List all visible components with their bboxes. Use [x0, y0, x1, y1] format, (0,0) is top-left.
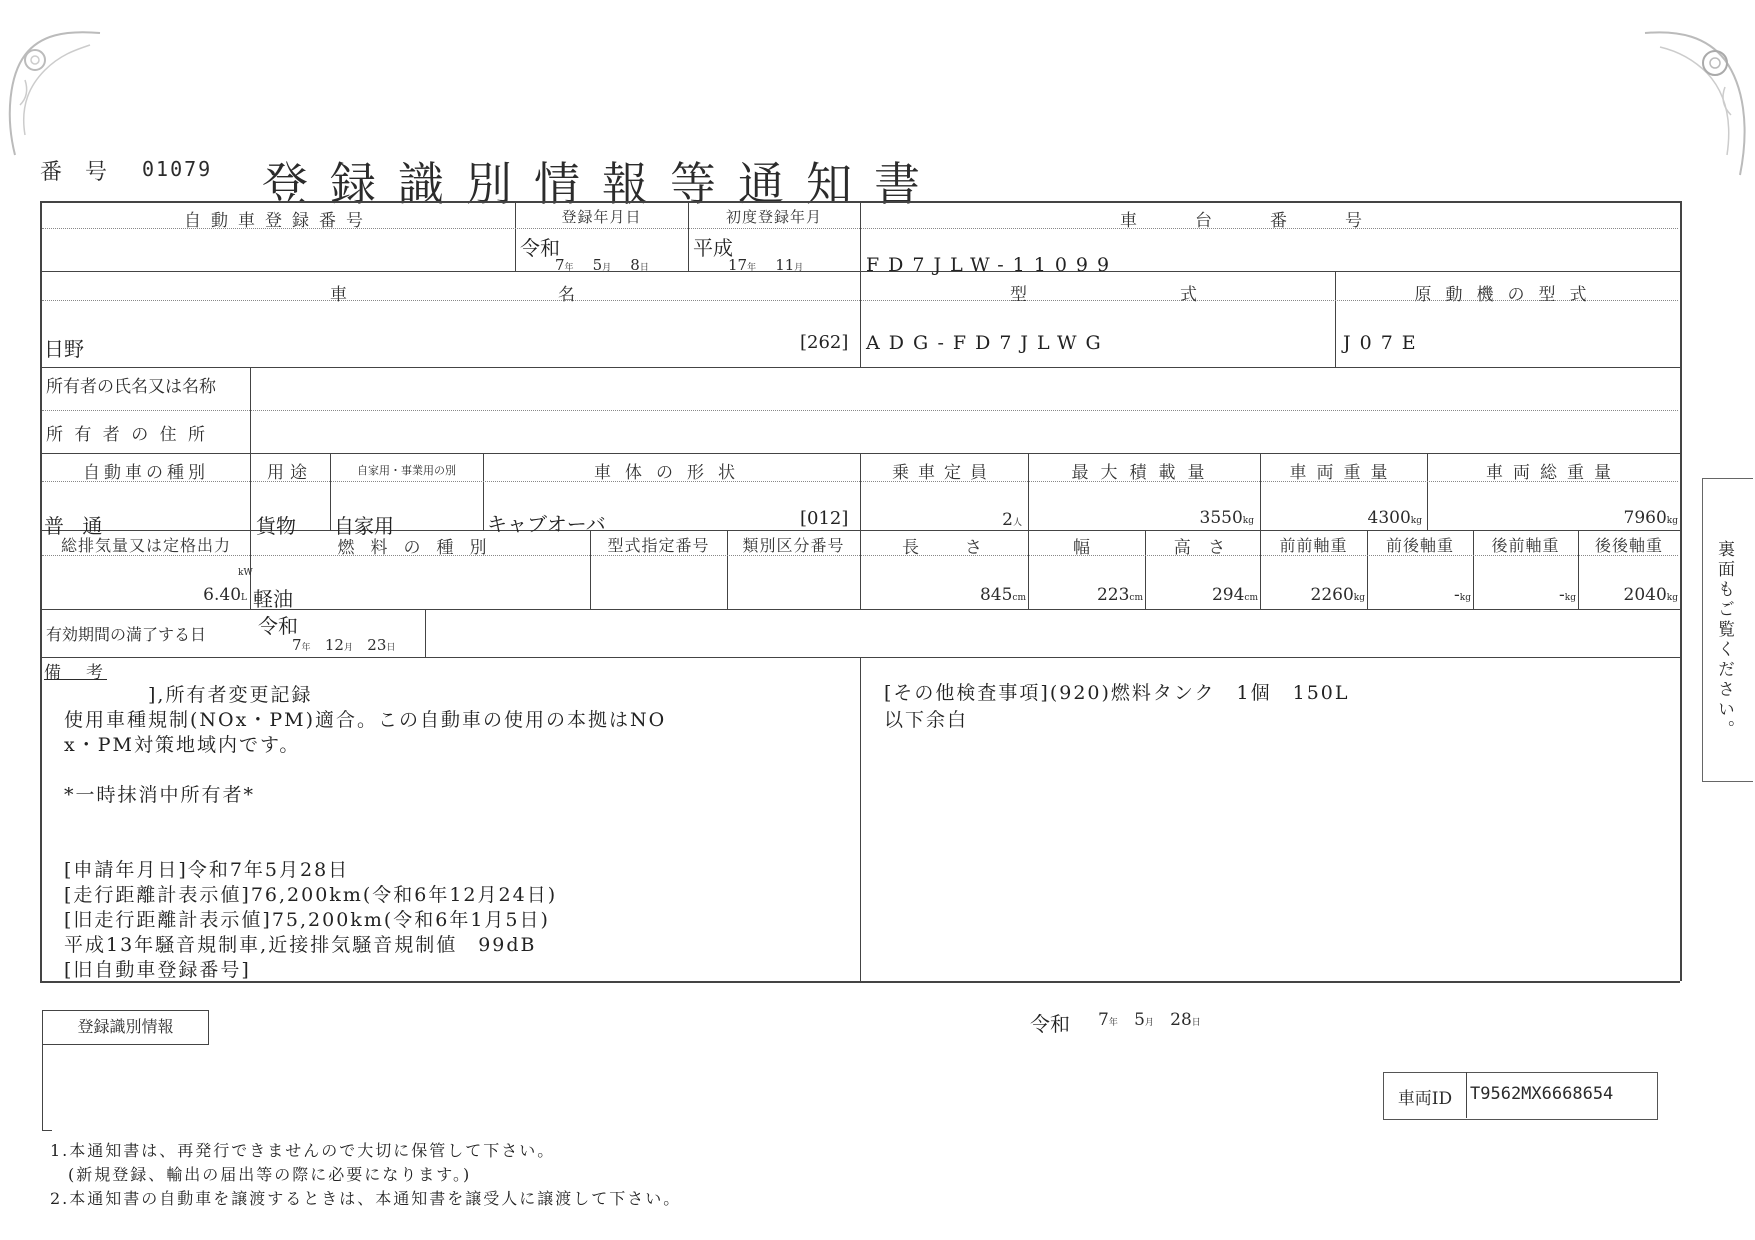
fr-axle-value: -kg [1454, 585, 1471, 605]
remarks-line: 平成13年騒音規制車,近接排気騒音規制値 99dB [64, 934, 537, 956]
width-value: 223cm [1096, 585, 1143, 605]
weight-value: 4300kg [1367, 508, 1422, 528]
remarks-line: [走行距離計表示値]76,200km(令和6年12月24日) [64, 884, 558, 906]
engine-header: 原動機の型式 [1414, 285, 1601, 305]
remarks-line: [旧自動車登録番号] [64, 959, 251, 981]
remarks-line [64, 755, 666, 780]
rf-axle-header: 後前軸重 [1491, 536, 1560, 555]
max-load-header: 最大積載量 [1071, 463, 1217, 483]
model-header-1: 型 [1010, 285, 1037, 305]
remarks-line [64, 805, 666, 830]
reg-info-label: 登録識別情報 [77, 1017, 174, 1036]
height-value: 294cm [1211, 585, 1258, 605]
page-title: 登録識別情報等通知書 [262, 157, 942, 211]
displacement-unit-kw: kW [238, 568, 253, 578]
ff-axle-value: 2260kg [1310, 585, 1365, 605]
body-value: キャブオーバ [487, 512, 606, 536]
remarks-line [64, 830, 666, 855]
remarks-line: ],所有者変更記録 [64, 684, 313, 706]
length-header: 長 さ [902, 538, 986, 558]
capacity-value: 2人 [1002, 510, 1022, 530]
footnote-line: (新規登録、輸出の届出等の際に必要になります。) [50, 1165, 472, 1184]
length-value: 845cm [979, 585, 1026, 605]
expiry-label: 有効期間の満了する日 [46, 625, 207, 644]
gross-weight-value: 7960kg [1623, 508, 1678, 528]
expiry-era: 令和 [258, 614, 298, 638]
rf-axle-value: -kg [1559, 585, 1576, 605]
number-label: 番 号 [40, 160, 115, 185]
model-value: ADG-FD7JLWG [866, 332, 1110, 354]
rr-axle-value: 2040kg [1623, 585, 1678, 605]
class-no-header: 類別区分番号 [742, 536, 845, 555]
remarks-line: 以下余白 [884, 709, 969, 731]
issue-date-era: 令和 [1030, 1012, 1070, 1036]
reg-date-header: 登録年月日 [561, 208, 642, 226]
remarks-line: [旧走行距離計表示値]75,200km(令和6年1月5日) [64, 909, 550, 931]
remarks-line: x・PM対策地域内です。 [64, 734, 301, 756]
footnote-line: 2.本通知書の自動車を譲渡するときは、本通知書を譲受人に譲渡して下さい。 [50, 1189, 682, 1208]
model-header-2: 式 [1180, 285, 1207, 305]
chassis-header: 車台番号 [1120, 211, 1420, 231]
ff-axle-header: 前前軸重 [1279, 536, 1348, 555]
car-name-code: [262] [800, 332, 849, 353]
rr-axle-header: 後後軸重 [1594, 536, 1663, 555]
private-header: 自家用・事業用の別 [357, 464, 456, 477]
private-value: 自家用 [334, 514, 394, 538]
capacity-header: 乗車定員 [892, 463, 996, 483]
kind-value: 普 通 [44, 514, 109, 538]
height-header: 高 さ [1173, 538, 1232, 558]
first-reg-era: 平成 [693, 236, 733, 260]
engine-value: J07E [1343, 332, 1425, 354]
remarks-line: 使用車種規制(NOx・PM)適合。この自動車の使用の本拠はNO [64, 709, 667, 731]
fuel-header: 燃料の種別 [337, 538, 503, 558]
owner-name-label: 所有者の氏名又は名称 [46, 377, 216, 397]
remarks-label: 備 考 [44, 663, 107, 683]
owner-address-label: 所 有 者 の 住 所 [46, 425, 209, 445]
reg-number-header: 自動車登録番号 [184, 211, 373, 231]
vehicle-id-label: 車両ID [1397, 1089, 1453, 1109]
corner-ornament-left-icon [5, 15, 115, 165]
displacement-header: 総排気量又は定格出力 [60, 536, 231, 555]
side-note: 裏面もご覧ください。 [1714, 540, 1734, 740]
max-load-value: 3550kg [1199, 508, 1254, 528]
fr-axle-header: 前後軸重 [1385, 536, 1454, 555]
first-reg-header: 初度登録年月 [725, 208, 822, 226]
remarks-line: [その他検査事項](920)燃料タンク 1個 150L [884, 682, 1350, 704]
gross-weight-header: 車両総重量 [1486, 463, 1621, 483]
chassis-value: FD7JLW-11099 [866, 254, 1119, 276]
corner-ornament-right-icon [1635, 15, 1750, 185]
remarks-right [884, 678, 1350, 732]
footnotes [50, 1138, 681, 1210]
vehicle-id-value: T9562MX6668654 [1470, 1084, 1614, 1104]
weight-header: 車両重量 [1289, 463, 1398, 483]
kind-header: 自動車の種別 [83, 463, 209, 483]
remarks-line: [申請年月日]令和7年5月28日 [64, 859, 350, 881]
reg-date-era: 令和 [520, 236, 560, 260]
name-header-1: 車 [330, 285, 357, 305]
footnote-line: 1.本通知書は、再発行できませんので大切に保管して下さい。 [50, 1141, 556, 1160]
width-header: 幅 [1073, 538, 1100, 558]
use-header: 用途 [267, 463, 313, 483]
name-header-2: 名 [558, 285, 585, 305]
fuel-value: 軽油 [253, 587, 293, 611]
use-value: 貨物 [256, 514, 296, 538]
body-header: 車体の形状 [594, 463, 749, 483]
issue-date-value: 7年 5月 28日 [1098, 1010, 1201, 1030]
type-no-header: 型式指定番号 [607, 536, 710, 555]
displacement-value: 6.40L [203, 585, 247, 605]
body-code: [012] [800, 508, 849, 529]
first-reg-value: 17年 11月 [728, 256, 804, 274]
remarks-line: *一時抹消中所有者* [64, 784, 256, 806]
reg-date-value: 7年 5月 8日 [555, 256, 649, 274]
expiry-value: 7年 12月 23日 [292, 636, 396, 654]
remarks-left [64, 680, 666, 980]
number-value: 01079 [142, 157, 213, 181]
car-name-value: 日野 [44, 337, 84, 361]
